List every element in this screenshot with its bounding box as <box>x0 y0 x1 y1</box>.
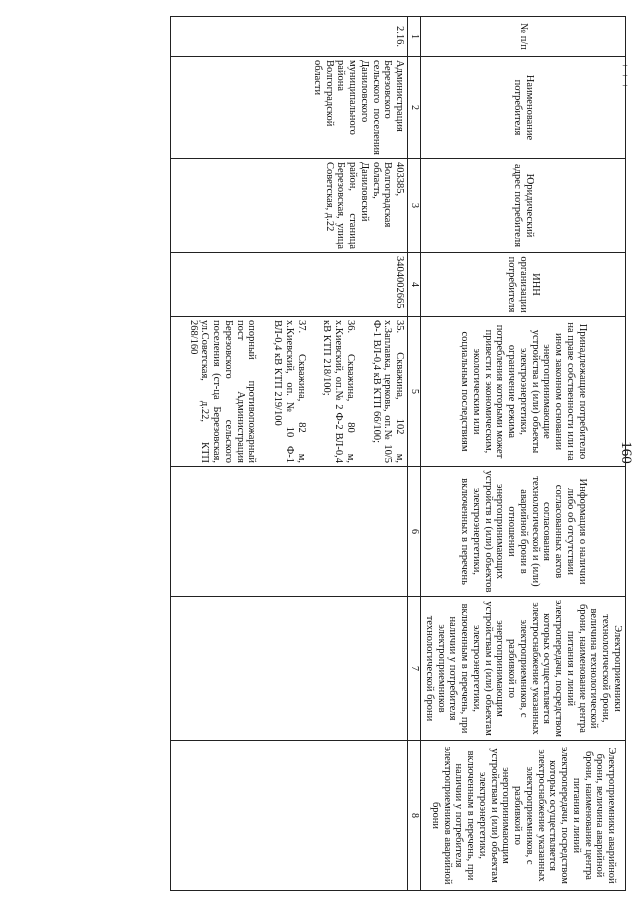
header-legal-address: Юридический адрес потребителя <box>421 159 626 253</box>
table-row <box>171 17 408 891</box>
legal-address: 403385, Волгоградская область, Даниловский район, станица Березовская, улица Советская, д.22 <box>171 159 408 253</box>
column-number: 3 <box>408 159 421 253</box>
header-mark: – <box>622 70 628 80</box>
column-number: 5 <box>408 317 421 467</box>
header-acts-info: Информация о наличии либо об отсутствии согласованных актов согласования технологической и (или) аварийной брони в отношении энергопринимающих устройств и (или) объектов электроэнергетики, включенных в перечень <box>421 467 626 597</box>
emergency-reserve <box>171 741 408 891</box>
header-consumer-name: Наименование потребителя <box>421 57 626 159</box>
header-marks <box>618 60 632 90</box>
page-number: 160 <box>617 441 634 464</box>
column-number: 2 <box>408 57 421 159</box>
consumer-name: Администрация Березовского сельского поселения Даниловского муниципального района Волгоградской области <box>171 57 408 159</box>
acts-info <box>171 467 408 597</box>
row-number: 2.16. <box>171 17 408 57</box>
header-devices: Принадлежащие потребителю на праве собственности или на ином законном основании энергопринимающие устройства и (или) объекты электроэнергетики, ограничение режима потребления которыми может привести к экономическим, экологическим или социальным последствиям <box>421 317 626 467</box>
header-inn: ИНН организации потребителя <box>421 253 626 317</box>
well-item: 35. Скважина, 102 м, х.Заплавка, церковь, оп.№ 10/5 Ф-1 ВЛ-0,4 кВ КТП 66/100; <box>370 320 406 463</box>
header-row <box>421 17 626 891</box>
header-mark: – <box>622 80 628 90</box>
column-number: 7 <box>408 597 421 741</box>
well-item: 37. Скважина, 82 м, х.Киевский, оп.№ 10 Ф-1 ВЛ-0,4 кВ КТП 219/100 <box>272 320 307 463</box>
column-number: 1 <box>408 17 421 57</box>
column-number-row <box>408 17 421 891</box>
consumer-table <box>170 16 626 891</box>
inn: 3404002665 <box>171 253 408 317</box>
header-emergency-reserve: Электроприемники аварийной брони, величина аварийной брони, наименование центра питания и линий электропередачи, посредством которых осуществляется электроснабжение указанных электроприемников, с разбивкой по энергопринимающим устройствам и (или) объектам электроэнергетики, включенным в перечень, при наличии у потребителя электроприемников аварийной брони <box>421 741 626 891</box>
column-number: 6 <box>408 467 421 597</box>
column-number: 8 <box>408 741 421 891</box>
column-number: 4 <box>408 253 421 317</box>
well-item: 36. Скважина, 80 м, х.Киевский, оп.№ 2 Ф-2 ВЛ-0,4 кВ КТП 218/100; <box>321 320 356 463</box>
technological-reserve <box>171 597 408 741</box>
fire-post-item: опорный противопожарный пост Администрация Березовского сельского поселения (ст-ца Березовская, ул.Советская, д.22, КТП 268/160 <box>187 320 258 463</box>
header-technological-reserve: Электроприемники технологической брони, величина технологической брони, наименование центра питания и линий электропередачи, посредством которых осуществляется электроснабжение указанных электроприемников, с разбивкой по энергопринимающим устройствам и (или) объектам электроэнергетики, включенным в перечень, при наличии у потребителя электроприемников технологической брони <box>421 597 626 741</box>
devices-list <box>171 317 408 467</box>
header-mark: – <box>622 60 628 70</box>
header-number: № п/п <box>421 17 626 57</box>
